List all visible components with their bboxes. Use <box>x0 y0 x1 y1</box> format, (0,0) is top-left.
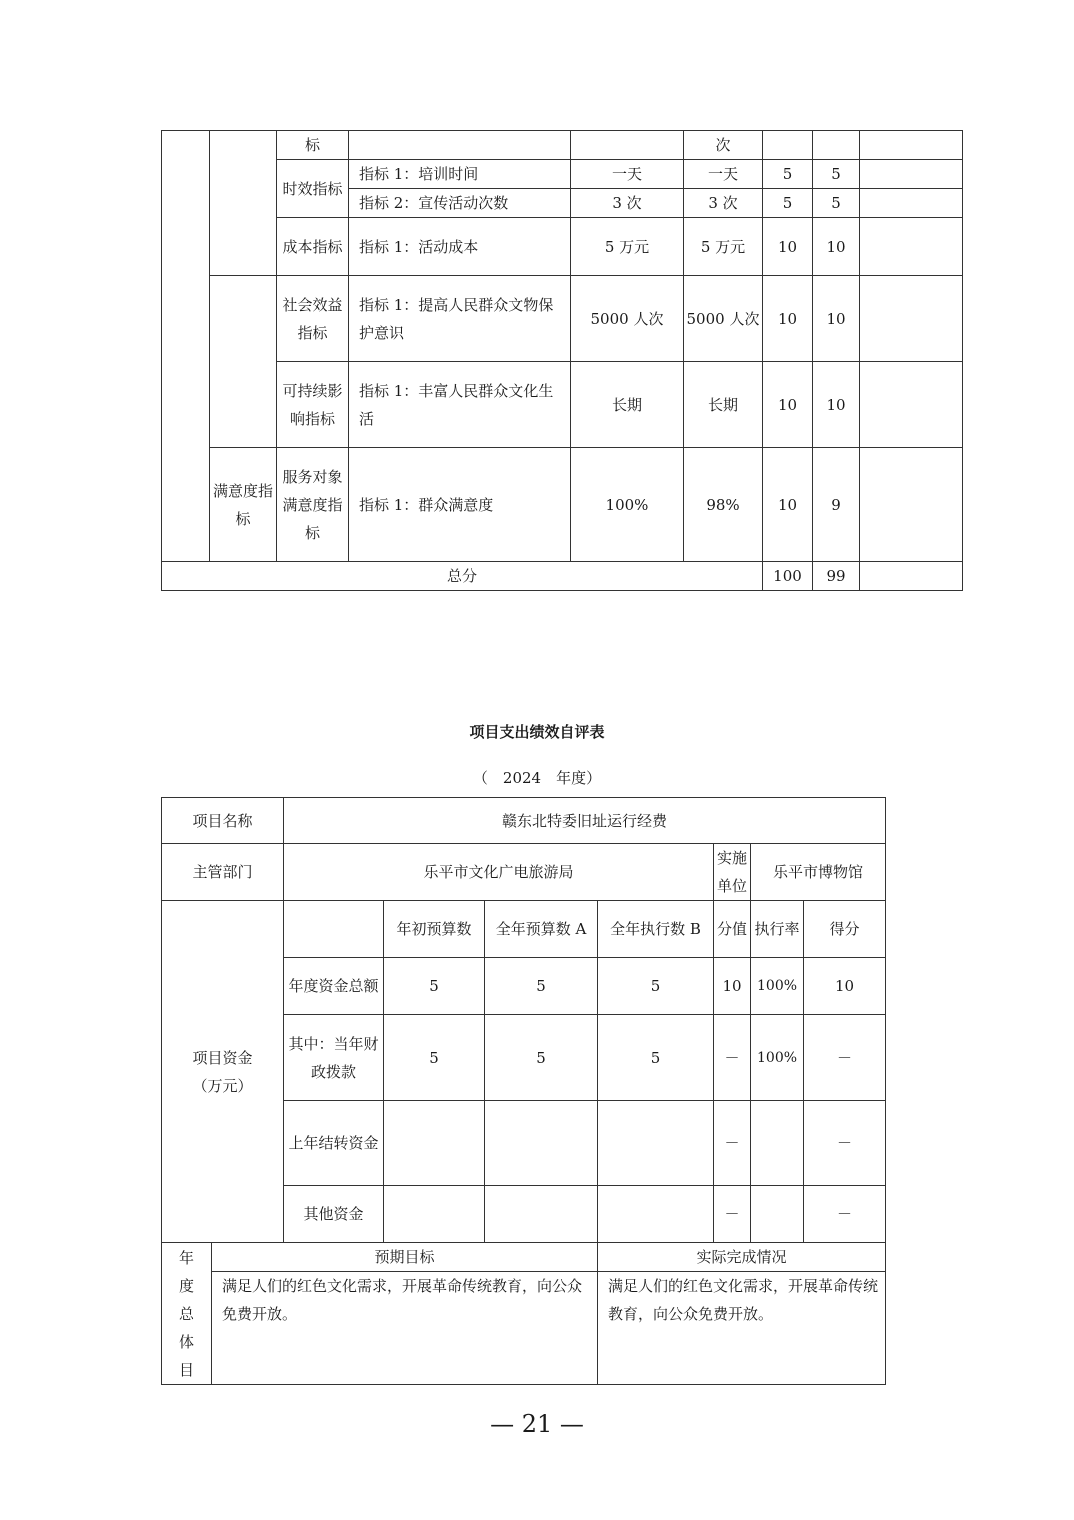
full-cell: 5 <box>485 958 598 1015</box>
sub-indicator-cell: 可持续影响指标 <box>277 362 349 448</box>
target-cell: 5000 人次 <box>571 276 684 362</box>
indicator-cell: 指标 1：提高人民群众文物保护意识 <box>349 276 571 362</box>
total-row <box>162 562 963 591</box>
category-cell: 满意度指标 <box>210 448 277 562</box>
note-cell <box>860 131 963 160</box>
weight-cell: 10 <box>714 958 751 1015</box>
rate-cell <box>751 1101 804 1186</box>
target-cell: 一天 <box>571 160 684 189</box>
exec-cell <box>598 1186 714 1243</box>
expected-text: 满足人们的红色文化需求，开展革命传统教育，向公众免费开放。 <box>212 1272 598 1385</box>
full-cell <box>485 1101 598 1186</box>
unit-label: 实施单位 <box>714 844 751 901</box>
blank-header <box>284 901 384 958</box>
note-cell <box>860 189 963 218</box>
note-cell <box>860 276 963 362</box>
table-row <box>162 362 963 448</box>
initial-cell: 5 <box>384 1015 485 1101</box>
year-label: （ 2024 年度） <box>472 769 602 787</box>
table-row <box>162 1272 886 1385</box>
rate-cell <box>751 1186 804 1243</box>
actual-cell: 一天 <box>684 160 763 189</box>
unit: 乐平市博物馆 <box>751 844 886 901</box>
sub-indicator-cell: 成本指标 <box>277 218 349 276</box>
got-cell: 5 <box>813 189 860 218</box>
indicator-cell: 指标 1：丰富人民群众文化生活 <box>349 362 571 448</box>
score-cell: 10 <box>804 958 886 1015</box>
score-cell: 5 <box>763 160 813 189</box>
table-row <box>162 448 963 562</box>
header-exec: 全年执行数 B <box>598 901 714 958</box>
score-cell: 10 <box>763 218 813 276</box>
dept-label: 主管部门 <box>162 844 284 901</box>
table-row <box>162 276 963 362</box>
fund-row-label: 年度资金总额 <box>284 958 384 1015</box>
indicator-cell: 指标 1：培训时间 <box>349 160 571 189</box>
indicator-cell: 指标 1：活动成本 <box>349 218 571 276</box>
fund-row-label: 上年结转资金 <box>284 1101 384 1186</box>
header-full: 全年预算数 A <box>485 901 598 958</box>
indicator-cell <box>349 131 571 160</box>
note-cell <box>860 218 963 276</box>
score-cell: － <box>804 1015 886 1101</box>
project-name-label: 项目名称 <box>162 798 284 844</box>
note-cell <box>860 160 963 189</box>
form-title: 项目支出绩效自评表 <box>469 723 605 741</box>
total-score: 100 <box>763 562 813 591</box>
goal-label: 年度总体目 <box>162 1243 212 1385</box>
score-cell: 5 <box>763 189 813 218</box>
target-cell: 3 次 <box>571 189 684 218</box>
table-row <box>162 844 886 901</box>
weight-cell: － <box>714 1101 751 1186</box>
header-weight: 分值 <box>714 901 751 958</box>
actual-label: 实际完成情况 <box>598 1243 886 1272</box>
exec-cell: 5 <box>598 958 714 1015</box>
header-initial: 年初预算数 <box>384 901 485 958</box>
table-row <box>162 131 963 160</box>
actual-cell: 次 <box>684 131 763 160</box>
got-cell: 9 <box>813 448 860 562</box>
indicator-cell: 指标 1：群众满意度 <box>349 448 571 562</box>
table-row <box>162 218 963 276</box>
target-cell: 5 万元 <box>571 218 684 276</box>
target-cell: 长期 <box>571 362 684 448</box>
dept: 乐平市文化广电旅游局 <box>284 844 714 901</box>
score-cell: － <box>804 1186 886 1243</box>
full-cell: 5 <box>485 1015 598 1101</box>
actual-text: 满足人们的红色文化需求，开展革命传统教育，向公众免费开放。 <box>598 1272 886 1385</box>
actual-cell: 98% <box>684 448 763 562</box>
got-cell: 10 <box>813 362 860 448</box>
project-name: 赣东北特委旧址运行经费 <box>284 798 886 844</box>
page-number: — 21 — <box>490 1410 584 1438</box>
score-cell: － <box>804 1101 886 1186</box>
expected-label: 预期目标 <box>212 1243 598 1272</box>
rate-cell: 100% <box>751 1015 804 1101</box>
weight-cell: － <box>714 1015 751 1101</box>
table-row <box>162 1243 886 1272</box>
target-cell: 100% <box>571 448 684 562</box>
target-cell <box>571 131 684 160</box>
initial-cell: 5 <box>384 958 485 1015</box>
header-rate: 执行率 <box>751 901 804 958</box>
performance-indicator-table <box>161 130 963 591</box>
actual-cell: 5000 人次 <box>684 276 763 362</box>
category-cell <box>162 131 210 562</box>
exec-cell <box>598 1101 714 1186</box>
exec-cell: 5 <box>598 1015 714 1101</box>
fund-row-label: 其他资金 <box>284 1186 384 1243</box>
category-cell <box>210 131 277 276</box>
sub-indicator-cell: 标 <box>277 131 349 160</box>
actual-cell: 长期 <box>684 362 763 448</box>
note-cell <box>860 448 963 562</box>
got-cell: 10 <box>813 218 860 276</box>
total-label: 总分 <box>162 562 763 591</box>
full-cell <box>485 1186 598 1243</box>
table-row <box>162 798 886 844</box>
weight-cell: － <box>714 1186 751 1243</box>
header-score: 得分 <box>804 901 886 958</box>
initial-cell <box>384 1101 485 1186</box>
got-cell <box>813 131 860 160</box>
fund-row-label: 其中：当年财政拨款 <box>284 1015 384 1101</box>
score-cell: 10 <box>763 276 813 362</box>
initial-cell <box>384 1186 485 1243</box>
indicator-cell: 指标 2：宣传活动次数 <box>349 189 571 218</box>
got-cell: 10 <box>813 276 860 362</box>
score-cell: 10 <box>763 362 813 448</box>
score-cell: 10 <box>763 448 813 562</box>
rate-cell: 100% <box>751 958 804 1015</box>
got-cell: 5 <box>813 160 860 189</box>
category-cell <box>210 276 277 448</box>
sub-indicator-cell: 社会效益指标 <box>277 276 349 362</box>
table-row <box>162 901 886 958</box>
actual-cell: 5 万元 <box>684 218 763 276</box>
total-got: 99 <box>813 562 860 591</box>
actual-cell: 3 次 <box>684 189 763 218</box>
table-row <box>162 160 963 189</box>
funds-label: 项目资金（万元） <box>162 901 284 1243</box>
self-evaluation-table <box>161 797 886 1385</box>
note-cell <box>860 362 963 448</box>
sub-indicator-cell: 服务对象满意度指标 <box>277 448 349 562</box>
sub-indicator-cell: 时效指标 <box>277 160 349 218</box>
total-note <box>860 562 963 591</box>
score-cell <box>763 131 813 160</box>
